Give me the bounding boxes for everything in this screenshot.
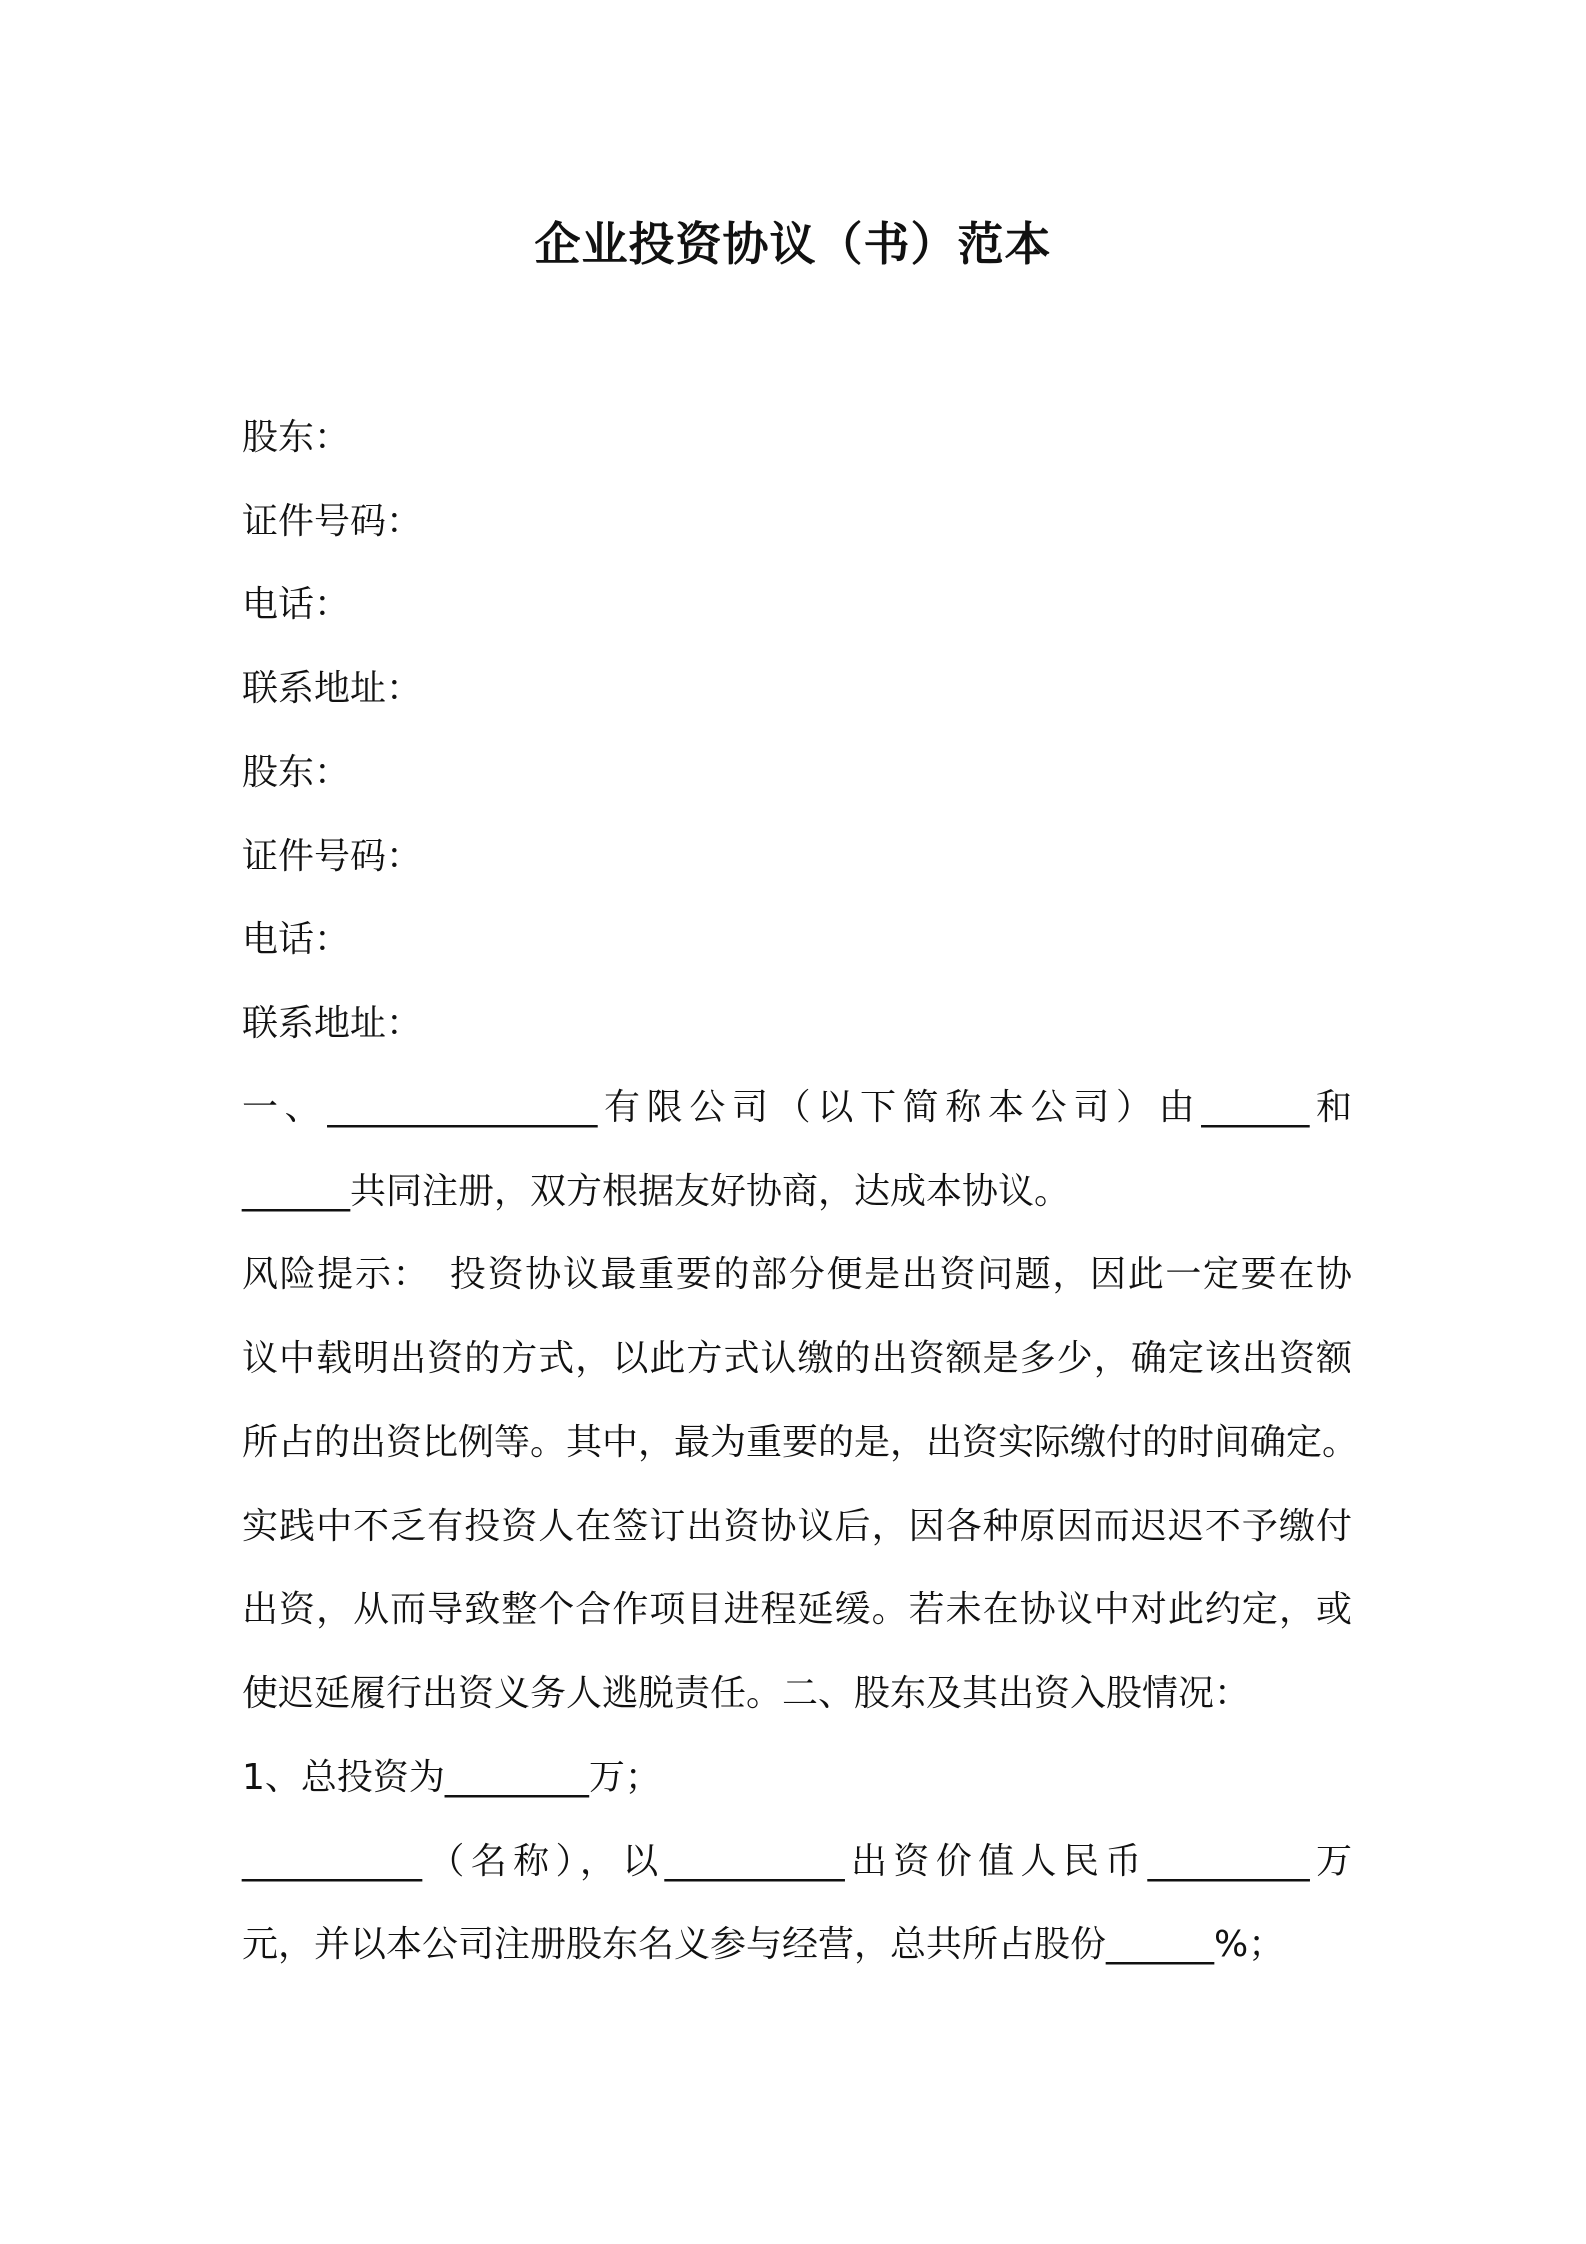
id-number-1-label: 证件号码： — [242, 501, 423, 542]
phone-1-label: 电话： — [242, 584, 351, 625]
document-title: 企业投资协议（书）范本 — [534, 217, 1052, 271]
id-number-2-label: 证件号码： — [242, 836, 423, 877]
clause-1-line-1: 一、_______________有限公司（以下简称本公司）由______和 — [242, 1087, 1352, 1128]
address-1-label: 联系地址： — [242, 668, 423, 709]
contribution-line-1: __________（名称），以__________出资价值人民币_________万 — [242, 1841, 1352, 1882]
shareholder-2-label: 股东： — [242, 752, 351, 793]
risk-tip-line-3: 所占的出资比例等。其中，最为重要的是，出资实际缴付的时间确定。 — [242, 1422, 1359, 1463]
risk-tip-line-4: 实践中不乏有投资人在签订出资协议后，因各种原因而迟迟不予缴付 — [242, 1506, 1352, 1547]
phone-2-label: 电话： — [242, 919, 351, 960]
address-2-label: 联系地址： — [242, 1003, 423, 1044]
contribution-line-2: 元，并以本公司注册股东名义参与经营，总共所占股份______%； — [242, 1924, 1285, 1965]
risk-tip-line-6: 使迟延履行出资义务人逃脱责任。二、股东及其出资入股情况： — [242, 1673, 1251, 1714]
risk-tip-line-5: 出资，从而导致整个合作项目进程延缓。若未在协议中对此约定，或 — [242, 1589, 1352, 1630]
risk-tip-line-1: 风险提示： 投资协议最重要的部分便是出资问题，因此一定要在协 — [242, 1254, 1352, 1295]
risk-tip-line-2: 议中载明出资的方式，以此方式认缴的出资额是多少，确定该出资额 — [242, 1338, 1352, 1379]
total-investment-line: 1、总投资为________万； — [242, 1757, 661, 1798]
shareholder-1-label: 股东： — [242, 417, 351, 458]
clause-1-line-2: ______共同注册，双方根据友好协商，达成本协议。 — [242, 1171, 1071, 1212]
